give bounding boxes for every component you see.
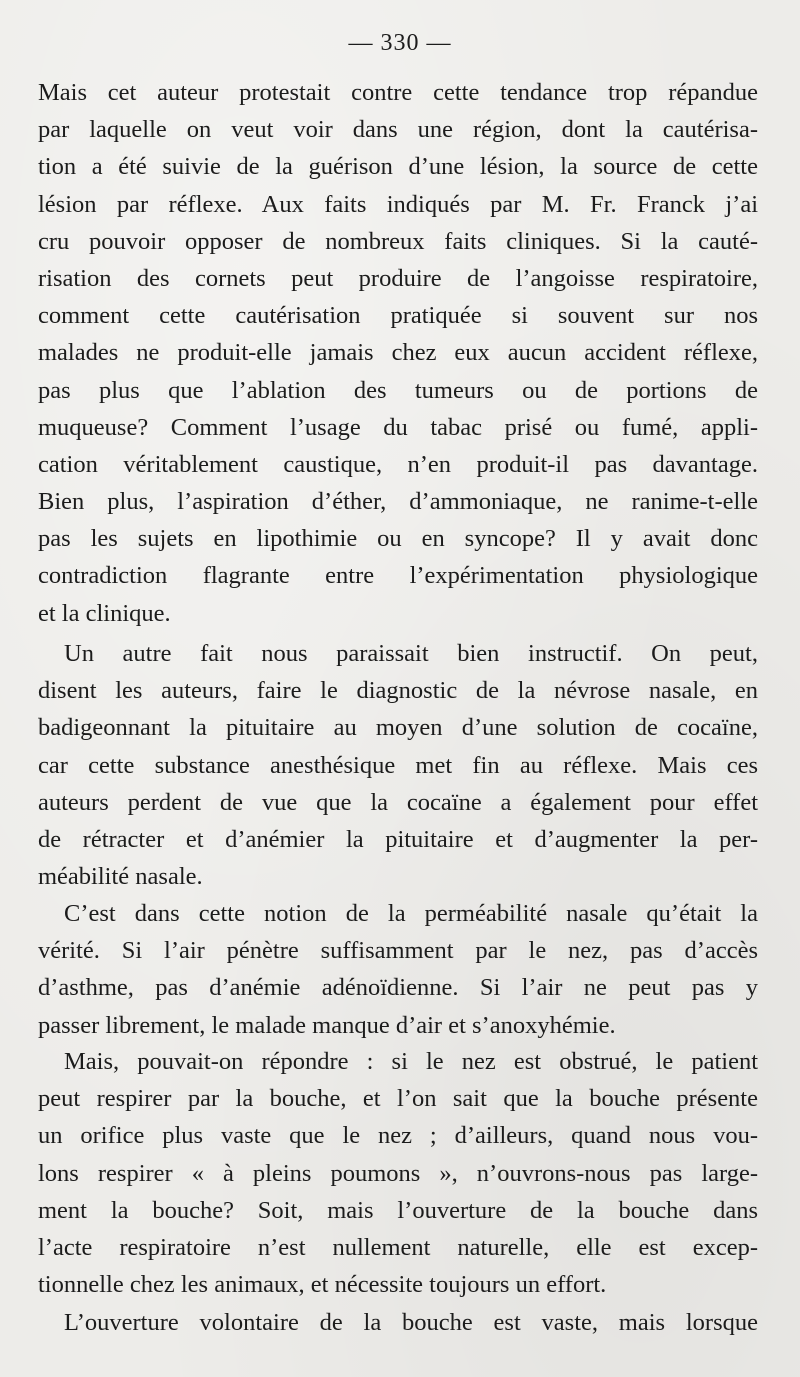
text-line: lons respirer « à pleins poumons », n’ouvrons-nous pas large- xyxy=(38,1159,758,1187)
text-line: par laquelle on veut voir dans une région, dont la cautérisa- xyxy=(38,116,758,144)
text-line: risation des cornets peut produire de l’angoisse respiratoire, xyxy=(38,264,758,292)
text-line: Mais cet auteur protestait contre cette tendance trop répandue xyxy=(38,79,758,106)
text-line: cru pouvoir opposer de nombreux faits cliniques. Si la cauté- xyxy=(38,227,758,255)
text-line: comment cette cautérisation pratiquée si souvent sur nos xyxy=(38,302,758,330)
text-line: lésion par réflexe. Aux faits indiqués par M. Fr. Franck j’ai xyxy=(38,190,758,218)
text-line: muqueuse? Comment l’usage du tabac prisé ou fumé, appli- xyxy=(38,413,758,441)
text-line: badigeonnant la pituitaire au moyen d’une solution de cocaïne, xyxy=(38,714,758,742)
text-line: Mais, pouvait-on répondre : si le nez est obstrué, le patient xyxy=(64,1048,758,1075)
text-line: d’asthme, pas d’anémie adénoïdienne. Si l’air ne peut pas y xyxy=(38,974,758,1002)
text-line: auteurs perdent de vue que la cocaïne a également pour effet xyxy=(38,788,758,816)
paragraph-3 xyxy=(38,895,758,1044)
text-line: C’est dans cette notion de la perméabilité nasale qu’était la xyxy=(64,900,758,927)
paragraph-5 xyxy=(38,1304,758,1341)
text-line: pas plus que l’ablation des tumeurs ou de portions de xyxy=(38,376,758,404)
paragraph-1 xyxy=(38,74,758,632)
text-line: car cette substance anesthésique met fin au réflexe. Mais ces xyxy=(38,751,758,779)
text-line: pas les sujets en lipothimie ou en syncope? Il y avait donc xyxy=(38,525,758,553)
text-line: l’acte respiratoire n’est nullement naturelle, elle est excep- xyxy=(38,1233,758,1261)
text-line: et la clinique. xyxy=(38,599,171,627)
page-number: — 330 — xyxy=(348,30,452,56)
text-line: malades ne produit-elle jamais chez eux aucun accident réflexe, xyxy=(38,339,758,367)
text-line: méabilité nasale. xyxy=(38,863,203,891)
text-line: un orifice plus vaste que le nez ; d’ailleurs, quand nous vou- xyxy=(38,1122,758,1150)
text-line: Bien plus, l’aspiration d’éther, d’ammoniaque, ne ranime-t-elle xyxy=(38,488,758,516)
text-line: tion a été suivie de la guérison d’une lésion, la source de cette xyxy=(38,153,758,181)
paragraph-2 xyxy=(38,635,758,895)
text-line: disent les auteurs, faire le diagnostic de la névrose nasale, en xyxy=(38,677,758,705)
text-line: contradiction flagrante entre l’expérimentation physiologique xyxy=(38,562,758,590)
text-line: de rétracter et d’anémier la pituitaire et d’augmenter la per- xyxy=(38,825,758,853)
text-line: passer librement, le malade manque d’air et s’anoxyhémie. xyxy=(38,1011,616,1039)
text-line: cation véritablement caustique, n’en produit-il pas davantage. xyxy=(38,450,758,478)
text-line: vérité. Si l’air pénètre suffisamment par le nez, pas d’accès xyxy=(38,937,758,965)
text-line: ment la bouche? Soit, mais l’ouverture de la bouche dans xyxy=(38,1196,758,1224)
text-line: Un autre fait nous paraissait bien instructif. On peut, xyxy=(64,640,758,667)
text-line: tionnelle chez les animaux, et nécessite toujours un effort. xyxy=(38,1271,607,1299)
text-line: peut respirer par la bouche, et l’on sait que la bouche présente xyxy=(38,1085,758,1113)
paragraph-4 xyxy=(38,1043,758,1303)
text-line: L’ouverture volontaire de la bouche est vaste, mais lorsque xyxy=(64,1309,758,1336)
